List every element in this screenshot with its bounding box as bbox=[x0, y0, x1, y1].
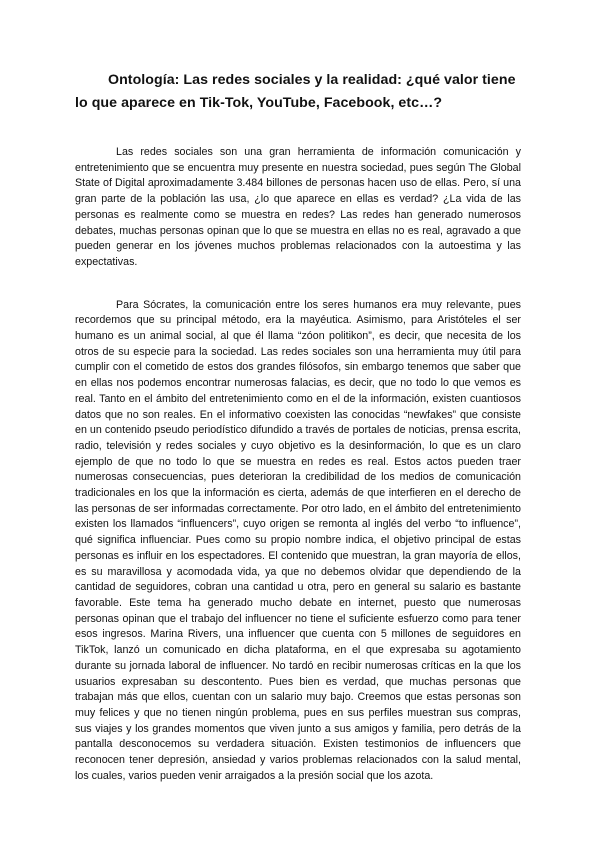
document-title: Ontología: Las redes sociales y la realidad: ¿qué valor tiene lo que aparece en Tik-Tok, YouTube, Facebook, etc…? bbox=[75, 72, 516, 111]
paragraph-body: Para Sócrates, la comunicación entre los seres humanos era muy relevante, pues recordemos que su principal método, era la mayéutica. Asimismo, para Aristóteles el ser humano es un animal social, al que él llama “zóon politikon”, es decir, que necesita de los otros de su especie para la sociedad. Las redes sociales son una herramienta muy útil para cumplir con el cometido de estos dos grandes filósofos, sin embargo tenemos que saber que en ellas nos podemos encontrar numerosas falacias, es decir, que no todo lo que vemos es real. Tanto en el ámbito del entretenimiento como en el de la información, existen cuantiosos datos que no son reales. En el informativo coexisten las conocidas “newfakes” que consiste en un contenido pseudo periodístico difundido a través de portales de noticias, prensa escrita, radio, televisión y redes sociales y cuyo objetivo es la desinformación, lo que es un claro ejemplo de que no todo lo que se muestra en redes es real. Estos actos pueden traer numerosas consecuencias, pues deterioran la credibilidad de los medios de comunicación tradicionales en los que la información es cierta, además de que interfieren en el derecho de las personas de ser informadas correctamente. Por otro lado, en el ámbito del entretenimiento existen los llamados “influencers”, cuyo origen se remonta al inglés del verbo “to influence”, qué significa influenciar. Pues como su propio nombre indica, el objetivo principal de estas personas es influir en los espectadores. El contenido que muestran, la gran mayoría de ellos, es su maravillosa y acomodada vida, ya que no debemos olvidar que dependiendo de la cantidad de seguidores, cobran una cantidad u otra, pero en general su salario es bastante favorable. Este tema ha generado mucho debate en internet, puesto que numerosas personas opinan que el trabajo del influencer no tiene el suficiente esfuerzo como para tener esos ingresos. Marina Rivers, una influencer que cuenta con 5 millones de seguidores en TikTok, lanzó un comunicado en dicha plataforma, en el que expresaba su agotamiento durante su jornada laboral de influencer. No tardó en recibir numerosas críticas en la que los usuarios expresaban su descontento. Pues bien es verdad, que muchas personas que trabajan más que ellos, cuentan con un salario muy bajo. Creemos que estas personas son muy felices y que no tienen ningún problema, pues en sus perfiles muestran sus compras, sus viajes y los grandes momentos que viven junto a sus amigos y familia, pero detrás de la pantalla desconocemos su verdadera situación. Existen testimonios de influencers que reconocen tener depresión, ansiedad y varios problemas relacionados con la salud mental, los cuales, varios pueden venir arraigados a la presión social que los azota. bbox=[75, 298, 521, 782]
paragraph-intro: Las redes sociales son una gran herramienta de información comunicación y entretenimiento que se encuentra muy presente en nuestra sociedad, pues según The Global State of Digital aproximadamente 3.484 billones de personas hacen uso de ellas. Pero, sí una gran parte de la población las usa, ¿lo que aparece en ellas es verdad? ¿La vida de las personas es realmente como se muestra en redes? Las redes han generado numerosos debates, muchas personas opinan que lo que se muestra en ellas no es real, agravado a que pueden generar en los jóvenes muchos problemas relacionados con la autoestima y las expectativas. bbox=[75, 146, 521, 268]
